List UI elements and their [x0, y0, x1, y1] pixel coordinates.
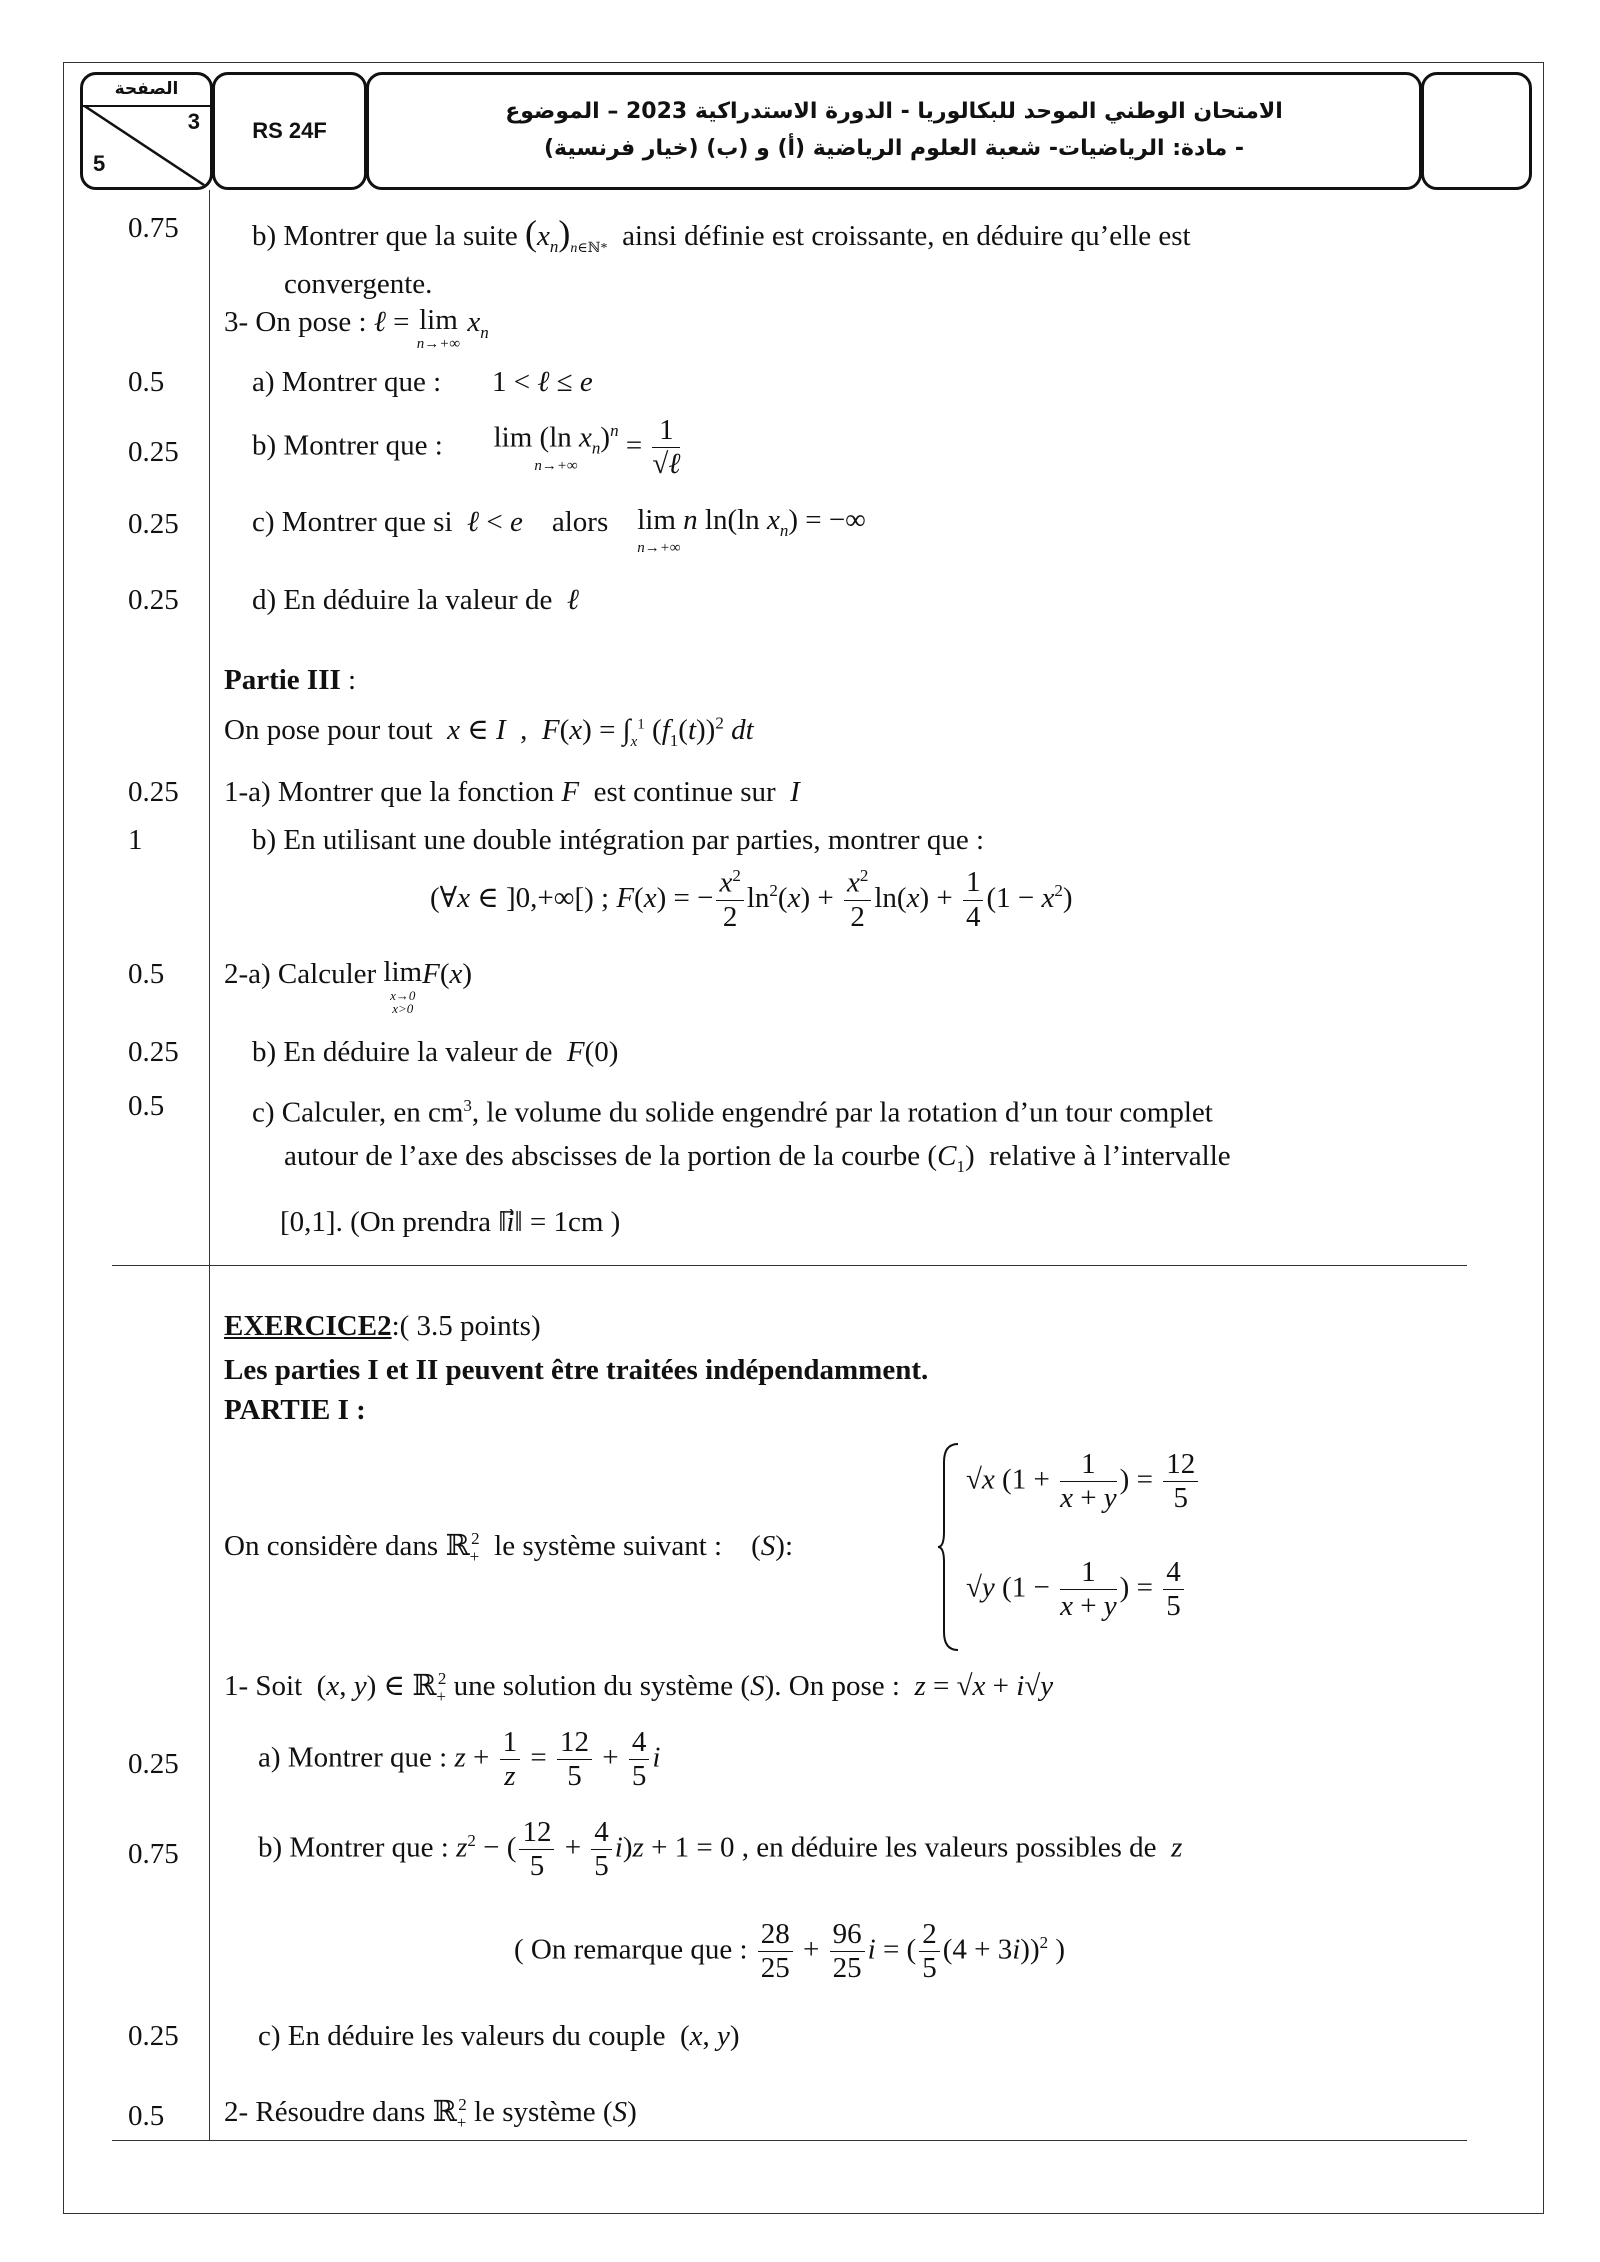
- points-value: 0.25: [128, 436, 179, 468]
- points-value: 0.5: [128, 2100, 165, 2132]
- points-value: 0.75: [128, 1838, 179, 1870]
- points-value: 0.5: [128, 1090, 165, 1122]
- question-2b: b) En déduire la valeur de F(0): [252, 1036, 619, 1068]
- question-2c-cont: autour de l’axe des abscisses de la portion de la courbe $(C_1)$ relative à l’intervalle: [284, 1140, 1231, 1176]
- points-value: 0.25: [128, 584, 179, 616]
- question-ex2-1: 1- Soit (x, y) ∈ ℝ$_+^2$ une solution du système (S). On pose : z = √x + i√y: [224, 1669, 1054, 1706]
- question-ex2-1c: c) En déduire les valeurs du couple (x, y): [258, 2020, 740, 2052]
- points-value: 0.25: [128, 2020, 179, 2052]
- points-column-divider: [209, 190, 210, 1265]
- formula-F: (∀x ∈ ]0,+∞[) ; F(x) = − $\frac{x^2}{2}$ $\ln^2(x)$ + $\frac{x^2}{2}$ ln(x) + $\frac{1}{4}$ $(1 - x^2)$: [430, 866, 1073, 933]
- question-1b: b) En utilisant une double intégration par parties, montrer que :: [252, 824, 985, 856]
- question-3b: b) Montrer que : lim (ln $x_n)^n$ n→+∞ = $\frac{1}{\text{√ℓ}}$: [252, 414, 681, 481]
- points-value: 0.75: [128, 212, 179, 244]
- page-number-box: [80, 72, 213, 190]
- points-value: 0.25: [128, 776, 179, 808]
- question-3a: a) Montrer que : 1 < ℓ ≤ e: [252, 366, 593, 398]
- section-divider: [112, 1265, 1467, 1266]
- exam-title-line2: - مادة: الرياضيات- شعبة العلوم الرياضية (أ) و (ب) (خيار فرنسية): [544, 136, 1244, 161]
- blank-header-box: [1421, 72, 1532, 190]
- system-eq1: √x (1 + $\frac{1}{x + y}$ ) = $\frac{12}{5}$: [966, 1448, 1201, 1516]
- remark: ( On remarque que : $\frac{28}{25}$ + $\frac{96}{25}$ i = ( $\frac{2}{5}$ (4 + 3i))$^2$ ): [514, 1918, 1066, 1985]
- ex2-note: Les parties I et II peuvent être traitées indépendamment.: [224, 1354, 929, 1386]
- exam-code: RS 24F: [212, 72, 367, 190]
- page-total: 5: [93, 151, 106, 176]
- bottom-divider: [112, 2140, 1467, 2141]
- question-ex2-2: 2- Résoudre dans ℝ$_+^2$ le système (S): [224, 2095, 637, 2132]
- points-value: 0.5: [128, 366, 165, 398]
- question-ex2-1a: a) Montrer que : z + $\frac{1}{z}$ = $\frac{12}{5}$ + $\frac{4}{5}$ i: [258, 1726, 661, 1793]
- points-value: 0.25: [128, 1748, 179, 1780]
- points-value: 0.25: [128, 508, 179, 540]
- page-current: 3: [187, 109, 200, 134]
- question-2b-cont: convergente.: [284, 268, 433, 300]
- points-value: 0.5: [128, 958, 165, 990]
- question-2c-cont2: [0,1]. (On prendra ‖i⃗‖ = 1cm ): [280, 1206, 621, 1238]
- part3-title: Partie III :: [224, 664, 357, 696]
- system-eq2: √y (1 − $\frac{1}{x + y}$ ) = $\frac{4}{5}$: [966, 1556, 1187, 1624]
- question-3c: c) Montrer que si ℓ < e alors lim n ln(ln $x_n$) = −∞ n→+∞: [252, 504, 866, 556]
- exam-title-box: [366, 72, 1422, 190]
- part3-intro: On pose pour tout x ∈ I , $F(x) = \int_x^1$ $(f_1(t))^2$ dt: [224, 713, 754, 750]
- points-column-divider-2: [209, 1265, 210, 2140]
- question-ex2-1b: b) Montrer que : $z^2$ − ( $\frac{12}{5}$ + $\frac{4}{5}$ i)z + 1 = 0 , en déduire les valeurs possibles de z: [258, 1816, 1183, 1883]
- question-2a: 2-a) Calculer lim x→0 x>0 F(x): [224, 956, 473, 1016]
- system-intro: On considère dans ℝ$_+^2$ le système suivant : (S):: [224, 1529, 793, 1566]
- question-3: 3- On pose : ℓ = lim n→+∞ $x_n$: [224, 304, 489, 352]
- ex2-part1: PARTIE I :: [224, 1394, 366, 1426]
- points-value: 1: [128, 824, 143, 856]
- points-value: 0.25: [128, 1036, 179, 1068]
- question-3d: d) En déduire la valeur de ℓ: [252, 584, 579, 616]
- question-1a: 1-a) Montrer que la fonction F est continue sur I: [224, 776, 800, 808]
- ex2-title: EXERCICE2:( 3.5 points): [224, 1310, 541, 1342]
- page-label: الصفحة: [83, 75, 210, 107]
- exam-title-line1: الامتحان الوطني الموحد للبكالوريا - الدورة الاستدراكية 2023 – الموضوع: [505, 99, 1283, 124]
- question-2b: b) Montrer que la suite $(x_n)_{n\in ℕ*}$ ainsi définie est croissante, en déduire qu’elle est: [252, 213, 1191, 256]
- question-2c: c) Calculer, en $cm^3$, le volume du solide engendré par la rotation d’un tour complet: [252, 1096, 1213, 1129]
- system-brace-icon: [936, 1442, 960, 1652]
